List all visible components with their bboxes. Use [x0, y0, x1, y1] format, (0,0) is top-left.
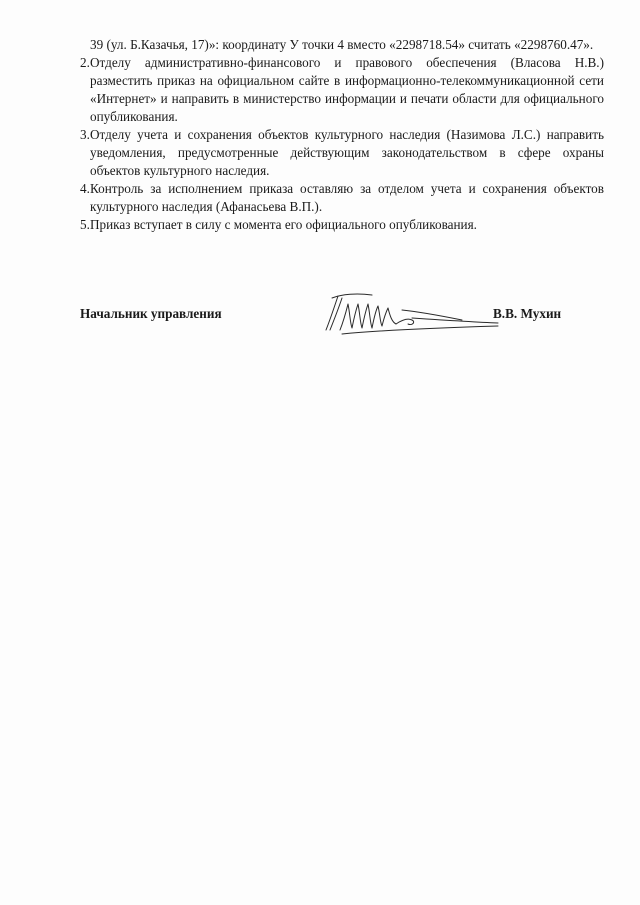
item-text: Отделу учета и сохранения объектов культурного наследия (Назимова Л.С.) направить уведомления, предусмотренные действующим законодательством в сфере охраны объектов культурного наследия. — [90, 127, 604, 178]
continuation-paragraph: 39 (ул. Б.Казачья, 17)»: координату У точки 4 вместо «2298718.54» считать «2298760.47». — [90, 37, 594, 52]
item-number: 3. — [80, 127, 90, 142]
item-number: 5. — [80, 217, 90, 232]
item-number: 2. — [80, 55, 90, 70]
list-item — [80, 180, 604, 216]
item-text: Отделу административно-финансового и правового обеспечения (Власова Н.В.) разместить приказ на официальном сайте в информационно-телекоммуникационной сети «Интернет» и направить в министерство информации и печати области для официального опубликования. — [90, 55, 604, 124]
list-item — [80, 54, 604, 126]
item-number: 4. — [80, 181, 90, 196]
signature-block — [80, 300, 600, 340]
document-body — [80, 36, 604, 234]
item-text: Приказ вступает в силу с момента его официального опубликования. — [90, 217, 477, 232]
list-item — [80, 126, 604, 180]
signatory-position: Начальник управления — [80, 306, 222, 321]
signatory-name: В.В. Мухин — [493, 306, 562, 321]
item-text: Контроль за исполнением приказа оставляю за отделом учета и сохранения объектов культурного наследия (Афанасьева В.П.). — [90, 181, 604, 214]
list-item — [80, 216, 604, 234]
handwritten-signature — [312, 290, 502, 340]
order-items-list — [80, 54, 604, 234]
